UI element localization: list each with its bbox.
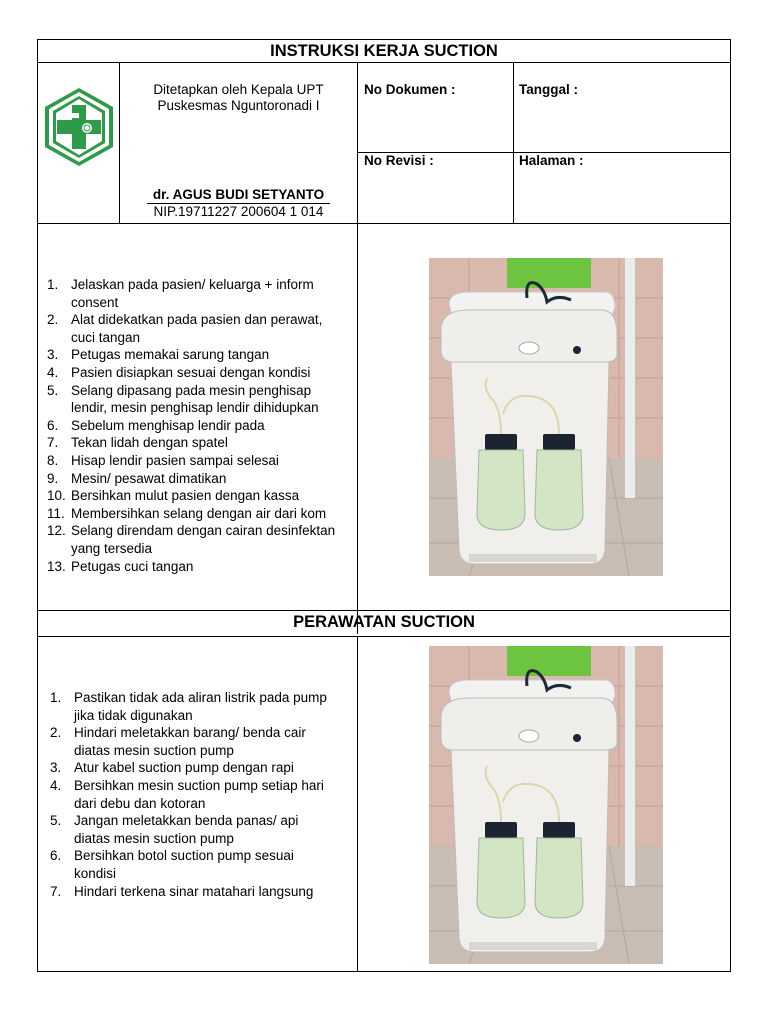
list-item-text-continued: lendir, mesin penghisap lendir dihidupkan xyxy=(71,400,319,416)
list-item-text-continued: kondisi xyxy=(74,865,117,881)
list-item xyxy=(47,487,355,505)
divider xyxy=(357,62,358,634)
list-item-text: Alat didekatkan pada pasien dan perawat, xyxy=(71,312,323,328)
list-item xyxy=(47,276,355,311)
list-item-text-continued: jika tidak digunakan xyxy=(74,707,193,723)
list-item xyxy=(47,346,355,364)
list-item-text: Pasien disiapkan sesuai dengan kondisi xyxy=(71,364,311,380)
list-item-text: Selang direndam dengan cairan desinfektan xyxy=(71,523,336,539)
doc-number-label: No Dokumen : xyxy=(364,82,456,97)
list-item xyxy=(50,883,356,901)
list-item-number: 7. xyxy=(50,883,62,899)
list-item-text-continued: consent xyxy=(71,294,119,310)
list-item xyxy=(47,522,355,557)
list-item xyxy=(47,382,355,417)
list-item-number: 7. xyxy=(47,435,59,451)
list-item-text: Mesin/ pesawat dimatikan xyxy=(71,470,227,486)
list-item-number: 4. xyxy=(47,364,59,380)
list-item-number: 2. xyxy=(47,312,59,328)
list-item xyxy=(47,417,355,435)
work-instruction-document xyxy=(37,39,731,972)
list-item-number: 13. xyxy=(47,558,66,574)
divider xyxy=(38,62,730,63)
date-label: Tanggal : xyxy=(519,82,578,97)
instruction-steps xyxy=(47,276,355,575)
divider xyxy=(38,223,730,224)
list-item-number: 5. xyxy=(50,813,62,829)
list-item-number: 11. xyxy=(47,505,65,521)
list-item-text: Atur kabel suction pump dengan rapi xyxy=(74,760,294,776)
list-item-text: Petugas memakai sarung tangan xyxy=(71,347,270,363)
list-item xyxy=(50,689,356,724)
list-item xyxy=(47,452,355,470)
divider xyxy=(357,636,358,972)
list-item-text: Bersihkan mesin suction pump setiap hari xyxy=(74,777,324,793)
list-item-text-continued: diatas mesin suction pump xyxy=(74,830,234,846)
suction-machine-photo xyxy=(429,646,663,964)
list-item-number: 1. xyxy=(50,690,62,705)
list-item-text: Jelaskan pada pasien/ keluarga + inform xyxy=(71,277,314,292)
list-item-text: Bersihkan botol suction pump sesuai xyxy=(74,848,294,864)
list-item xyxy=(47,434,355,452)
list-item-text: Pastikan tidak ada aliran listrik pada pump xyxy=(74,690,327,705)
list-item-number: 5. xyxy=(47,382,59,398)
divider xyxy=(513,62,514,223)
list-item-text: Tekan lidah dengan spatel xyxy=(71,435,228,451)
list-item-text: Jangan meletakkan benda panas/ api xyxy=(74,813,299,829)
list-item-number: 4. xyxy=(50,777,62,793)
list-item-number: 3. xyxy=(47,347,59,363)
document-title: INSTRUKSI KERJA SUCTION xyxy=(270,42,498,60)
list-item-number: 10. xyxy=(47,488,66,504)
list-item-number: 6. xyxy=(50,848,62,864)
list-item-text-continued: yang tersedia xyxy=(71,540,153,556)
list-item-text: Hisap lendir pasien sampai selesai xyxy=(71,452,279,468)
list-item-text-continued: diatas mesin suction pump xyxy=(74,742,234,758)
list-item-text: Petugas cuci tangan xyxy=(71,558,194,574)
list-item-text-continued: cuci tangan xyxy=(71,329,141,345)
list-item-number: 2. xyxy=(50,725,62,741)
divider xyxy=(38,636,730,637)
list-item xyxy=(50,812,356,847)
revision-label: No Revisi : xyxy=(364,153,434,168)
maintenance-steps xyxy=(50,689,356,900)
signer-nip: NIP.19711227 200604 1 014 xyxy=(153,204,324,219)
page-label: Halaman : xyxy=(519,153,584,168)
list-item xyxy=(47,505,355,523)
list-item-text: Membersihkan selang dengan air dari kom xyxy=(71,505,327,521)
list-item-text: Selang dipasang pada mesin penghisap xyxy=(71,382,312,398)
list-item-number: 6. xyxy=(47,417,59,433)
list-item-number: 9. xyxy=(47,470,59,486)
signer-name: dr. AGUS BUDI SETYANTO xyxy=(152,187,325,202)
established-by-line: Ditetapkan oleh Kepala UPT xyxy=(153,82,324,97)
list-item xyxy=(47,558,355,576)
maintenance-title: PERAWATAN SUCTION xyxy=(293,613,475,631)
list-item-number: 12. xyxy=(47,523,66,539)
list-item xyxy=(50,847,356,882)
list-item xyxy=(47,470,355,488)
list-item-text: Hindari meletakkan barang/ benda cair xyxy=(74,725,306,741)
list-item-text: Bersihkan mulut pasien dengan kassa xyxy=(71,488,300,504)
list-item xyxy=(50,759,356,777)
suction-machine-photo xyxy=(429,258,663,576)
list-item-number: 8. xyxy=(47,452,59,468)
list-item xyxy=(50,724,356,759)
list-item xyxy=(47,311,355,346)
puskesmas-logo-icon xyxy=(43,86,115,168)
list-item-text-continued: dari debu dan kotoran xyxy=(74,795,206,811)
list-item-number: 1. xyxy=(47,277,59,292)
established-by-line: Puskesmas Nguntoronadi I xyxy=(157,98,320,113)
list-item xyxy=(50,777,356,812)
divider xyxy=(38,610,730,611)
list-item-text: Hindari terkena sinar matahari langsung xyxy=(74,883,314,899)
list-item-number: 3. xyxy=(50,760,62,776)
list-item xyxy=(47,364,355,382)
list-item-text: Sebelum menghisap lendir pada xyxy=(71,417,265,433)
